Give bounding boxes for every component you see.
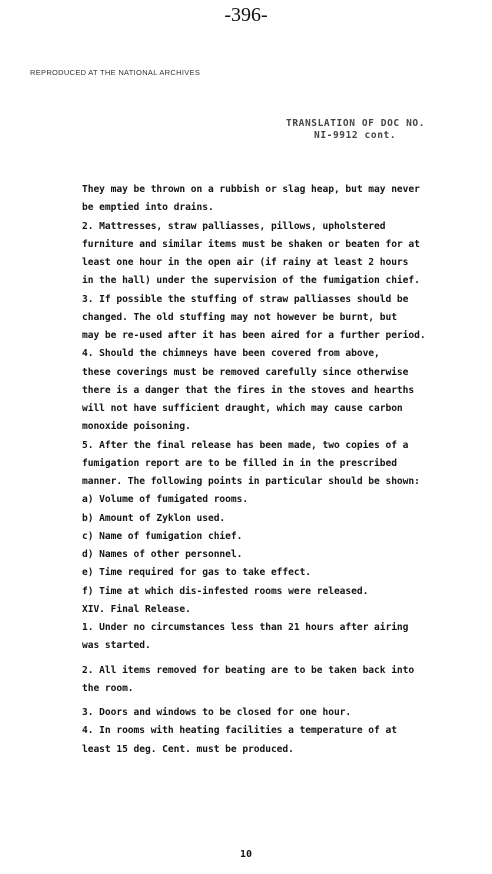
archives-stamp: REPRODUCED AT THE NATIONAL ARCHIVES (30, 68, 201, 77)
body-line: least one hour in the open air (if rainy at least 2 hours (82, 257, 409, 268)
body-line: manner. The following points in particular should be shown: (82, 476, 420, 487)
body-line: changed. The old stuffing may not however be burnt, but (82, 311, 397, 323)
document-body (82, 181, 474, 759)
header-translation-line: TRANSLATION OF DOC NO. (286, 118, 426, 129)
body-line: least 15 deg. Cent. must be produced. (82, 743, 294, 755)
body-line: may be re-used after it has been aired for a further period. (82, 330, 426, 341)
body-line: 1. Under no circumstances less than 21 hours after airing (82, 622, 409, 633)
body-line: 5. After the final release has been made, two copies of a (82, 439, 409, 451)
section-heading-final-release: XIV. Final Release. (82, 603, 191, 615)
page-number: 10 (239, 849, 253, 860)
body-line: the room. (82, 682, 134, 694)
body-line: 2. Mattresses, straw palliasses, pillows, upholstered (82, 220, 386, 232)
body-line: be emptied into drains. (82, 202, 214, 214)
list-item-c: c) Name of fumigation chief. (82, 530, 243, 542)
body-line: was started. (82, 640, 151, 652)
list-item-f: f) Time at which dis-infested rooms were released. (82, 585, 369, 597)
archive-page-number: -396- (224, 4, 268, 26)
body-line: 3. If possible the stuffing of straw palliasses should be (82, 293, 409, 305)
body-line: 3. Doors and windows to be closed for one hour. (82, 707, 352, 718)
body-line: will not have sufficient draught, which may cause carbon (82, 403, 403, 414)
body-line: these coverings must be removed carefully since otherwise (82, 366, 409, 378)
body-line: 2. All items removed for beating are to be taken back into (82, 664, 415, 676)
body-line: furniture and similar items must be shaken or beaten for at (82, 238, 420, 250)
body-line: They may be thrown on a rubbish or slag heap, but may never (82, 184, 420, 195)
body-line: monoxide poisoning. (82, 421, 191, 433)
body-line: fumigation report are to be filled in in the prescribed (82, 457, 397, 469)
list-item-b: b) Amount of Zyklon used. (82, 512, 226, 524)
document-header (286, 118, 466, 142)
body-line: in the hall) under the supervision of the fumigation chief. (82, 275, 420, 287)
body-line: there is a danger that the fires in the stoves and hearths (82, 384, 415, 396)
list-item-e: e) Time required for gas to take effect. (82, 567, 312, 579)
body-line: 4. In rooms with heating facilities a temperature of at (82, 725, 397, 737)
list-item-d: d) Names of other personnel. (82, 549, 243, 560)
body-line: 4. Should the chimneys have been covered from above, (82, 348, 380, 360)
list-item-a: a) Volume of fumigated rooms. (82, 494, 249, 506)
header-document-number: NI-9912 cont. (314, 130, 397, 141)
